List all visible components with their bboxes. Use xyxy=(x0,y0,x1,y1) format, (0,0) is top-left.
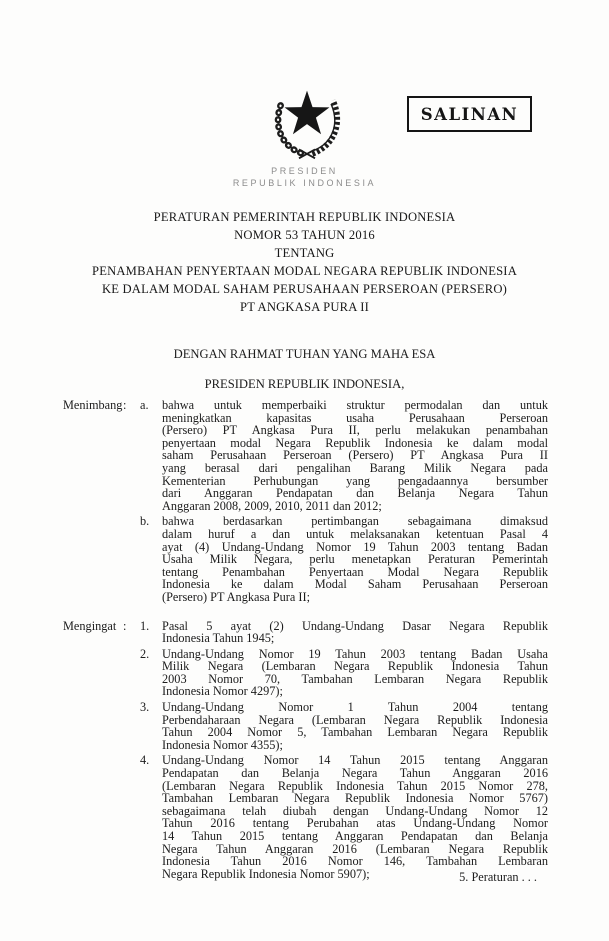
text-line: Negara Republik Indonesia Nomor 5907); xyxy=(162,866,370,881)
text-line: bahwa untuk memperbaiki struktur permodalan dan untuk xyxy=(162,398,548,412)
document-body xyxy=(63,399,548,883)
considering-section xyxy=(63,399,548,607)
star-icon xyxy=(285,91,330,135)
considering-separator: : xyxy=(123,398,127,412)
text-line: Pasal 5 ayat (2) Undang-Undang Dasar Negara Republik xyxy=(162,618,548,633)
clause-text xyxy=(162,701,548,754)
text-line: 2003 Nomor 70, Tambahan Lembaran Negara Republik xyxy=(162,671,548,686)
text-line: Undang-Undang Nomor 14 Tahun 2015 tentang Anggaran xyxy=(162,753,548,768)
text-line: Tahun 2004 Nomor 5, Tambahan Lembaran Negara Republik xyxy=(162,725,548,740)
text-line: Undang-Undang Nomor 1 Tahun 2004 tentang xyxy=(162,700,548,715)
text-line: Indonesia Nomor 4355); xyxy=(162,737,283,752)
presidential-emblem-icon xyxy=(261,79,353,159)
text-line: penyertaan modal Negara Republik Indonesia ke dalam modal xyxy=(162,435,548,450)
text-line: PENAMBAHAN PENYERTAAN MODAL NEGARA REPUBLIK INDONESIA xyxy=(91,264,517,278)
letterhead-line2: REPUBLIK INDONESIA xyxy=(232,178,377,188)
text-line: 14 Tahun 2015 tentang Anggaran Pendapatan dan Belanja xyxy=(162,829,548,843)
remembering-section xyxy=(63,620,548,884)
remembering-label: Mengingat xyxy=(63,618,117,633)
text-line: PERATURAN PEMERINTAH REPUBLIK INDONESIA xyxy=(153,210,456,224)
document-title xyxy=(40,208,569,316)
text-line: saham Perusahaan Perseroan (Persero) PT Angkasa Pura II xyxy=(162,448,548,463)
text-line: sebagaimana telah diubah dengan Undang-Undang Nomor 12 xyxy=(162,803,548,818)
remembering-separator: : xyxy=(123,618,127,633)
text-line: bahwa berdasarkan pertimbangan sebagaimana dimaksud xyxy=(162,514,548,529)
text-line: TENTANG xyxy=(274,246,335,260)
salinan-stamp-label: SALINAN xyxy=(420,104,519,124)
considering-label: Menimbang xyxy=(63,398,123,412)
clause-text xyxy=(162,620,548,648)
text-line: Undang-Undang Nomor 19 Tahun 2003 tentang Badan Usaha xyxy=(162,646,548,661)
authority-line: PRESIDEN REPUBLIK INDONESIA, xyxy=(204,377,405,391)
text-line: Indonesia Tahun 2016 Nomor 146, Tambahan Lembaran xyxy=(162,854,548,869)
text-line: Anggaran 2008, 2009, 2010, 2011 dan 2012; xyxy=(162,498,382,513)
text-line: Indonesia Nomor 4297); xyxy=(162,684,283,699)
text-line: (Lembaran Negara Republik Indonesia Tahun 2015 Nomor 278, xyxy=(162,778,548,793)
invocation-line: DENGAN RAHMAT TUHAN YANG MAHA ESA xyxy=(173,347,436,361)
letterhead xyxy=(0,165,609,189)
text-line: KE DALAM MODAL SAHAM PERUSAHAAN PERSEROAN (PERSERO) xyxy=(101,282,508,296)
clause-marker: a. xyxy=(140,398,149,412)
text-line: Negara Tahun Anggaran 2016 (Lembaran Negara Republik xyxy=(162,841,548,856)
clause-text xyxy=(162,754,548,883)
catchword-footer: 5. Peraturan . . . xyxy=(459,870,537,884)
text-line: NOMOR 53 TAHUN 2016 xyxy=(234,228,375,242)
clause-marker: 3. xyxy=(140,700,150,715)
clause-text xyxy=(162,648,548,701)
text-line: meningkatkan kapasitas usaha Perusahaan Perseroan xyxy=(162,410,548,425)
text-line: Tahun 2016 tentang Perubahan atas Undang-Undang Nomor xyxy=(162,816,548,831)
text-line: Kementerian Perhubungan yang pengadaannya bersumber xyxy=(162,473,548,488)
text-line: Indonesia ke dalam Modal Saham Perusahaan Perseroan xyxy=(162,577,548,592)
text-line: Milik Negara (Lembaran Negara Republik Indonesia Tahun xyxy=(162,659,548,674)
letterhead-line1: PRESIDEN xyxy=(271,166,338,176)
text-line: Tambahan Lembaran Negara Republik Indonesia Nomor 5767) xyxy=(162,791,548,806)
text-line: yang berasal dari pengalihan Barang Milik Negara pada xyxy=(162,460,548,475)
text-line: (Persero) PT Angkasa Pura II; xyxy=(162,589,310,604)
text-line: Usaha Milik Negara, perlu menetapkan Peraturan Pemerintah xyxy=(162,552,548,567)
text-line: ayat (4) Undang-Undang Nomor 19 Tahun 2003 tentang Badan xyxy=(162,539,548,554)
text-line: Pendapatan dan Belanja Negara Tahun Anggaran 2016 xyxy=(162,766,548,781)
text-line: (Persero) PT Angkasa Pura II, perlu melakukan penambahan xyxy=(162,423,548,438)
text-line: PT ANGKASA PURA II xyxy=(240,300,369,314)
clause-text xyxy=(162,399,548,515)
salinan-stamp xyxy=(407,96,532,132)
text-line: Indonesia Tahun 1945; xyxy=(162,631,275,646)
text-line: dari Anggaran Pendapatan dan Belanja Negara Tahun xyxy=(162,486,548,501)
clause-marker: 1. xyxy=(140,618,150,633)
clause-marker: b. xyxy=(140,514,150,529)
text-line: Perbendaharaan Negara (Lembaran Negara Republik Indonesia xyxy=(162,712,548,727)
clause-text xyxy=(162,515,548,606)
text-line: dalam huruf a dan untuk melaksanakan ketentuan Pasal 4 xyxy=(162,526,548,541)
clause-marker: 2. xyxy=(140,646,150,661)
clause-marker: 4. xyxy=(140,753,150,768)
text-line: tentang Penambahan Penyertaan Modal Negara Republik xyxy=(162,564,548,579)
